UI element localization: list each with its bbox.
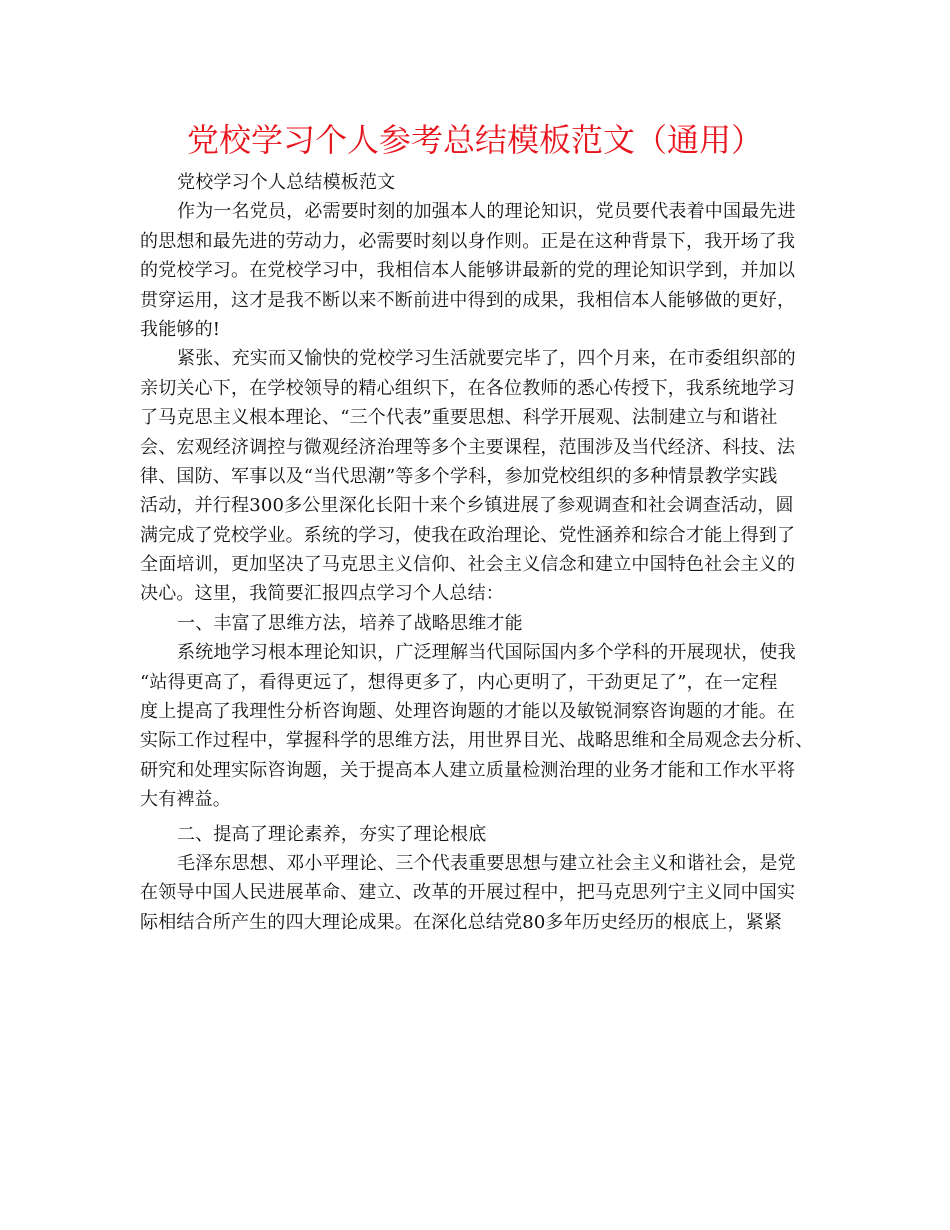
text-line: 系统地学习根本理论知识，广泛理解当代国际国内多个学科的开展现状，使我	[177, 642, 796, 664]
text-line: 实际工作过程中，掌握科学的思维方法，用世界目光、战略思维和全局观念去分析、	[140, 730, 814, 752]
text-line: 作为一名党员，必需要时刻的加强本人的理论知识，党员要代表着中国最先进	[177, 201, 796, 223]
text-line: 际相结合所产生的四大理论成果。在深化总结党80多年历史经历的根底上，紧紧	[140, 911, 783, 933]
text-line: 我能够的!	[140, 318, 221, 340]
text-line: 在领导中国人民进展革命、建立、改革的开展过程中，把马克思列宁主义同中国实	[140, 882, 796, 904]
text-line: 一、丰富了思维方法，培养了战略思维才能	[177, 612, 523, 634]
text-line: 贯穿运用，这才是我不断以来不断前进中得到的成果，我相信本人能够做的更好，	[140, 289, 796, 311]
text-line: 党校学习个人总结模板范文	[177, 172, 396, 193]
text-line: 的党校学习。在党校学习中，我相信本人能够讲最新的党的理论知识学到，并加以	[140, 260, 796, 282]
document-body	[140, 168, 812, 937]
text-line: 决心。这里，我简要汇报四点学习个人总结：	[140, 583, 504, 605]
text-line: 活动，并行程300多公里深化长阳十来个乡镇进展了参观调查和社会调查活动，圆	[140, 495, 794, 517]
text-line: 度上提高了我理性分析咨询题、处理咨询题的才能以及敏锐洞察咨询题的才能。在	[140, 701, 796, 723]
text-line: 律、国防、军事以及“当代思潮”等多个学科，参加党校组织的多种情景教学实践	[140, 465, 778, 487]
text-line: 大有裨益。	[140, 789, 231, 811]
text-line: 了马克思主义根本理论、“三个代表”重要思想、科学开展观、法制建立与和谐社	[140, 407, 778, 429]
text-line: 二、提高了理论素养，夯实了理论根底	[177, 823, 487, 845]
text-line: 满完成了党校学业。系统的学习，使我在政治理论、党性涵养和综合才能上得到了	[140, 524, 796, 546]
document-title: 党校学习个人参考总结模板范文（通用）	[186, 121, 763, 159]
text-line: 紧张、充实而又愉快的党校学习生活就要完毕了，四个月来，在市委组织部的	[177, 348, 796, 370]
text-line: 全面培训，更加坚决了马克思主义信仰、社会主义信念和建立中国特色社会主义的	[140, 554, 796, 576]
text-line: 的思想和最先进的劳动力，必需要时刻以身作则。正是在这种背景下，我开场了我	[140, 230, 796, 252]
text-line: 亲切关心下，在学校领导的精心组织下，在各位教师的悉心传授下，我系统地学习	[140, 377, 796, 399]
text-line: 会、宏观经济调控与微观经济治理等多个主要课程，范围涉及当代经济、科技、法	[140, 436, 796, 458]
text-line: 毛泽东思想、邓小平理论、三个代表重要思想与建立社会主义和谐社会，是党	[177, 852, 796, 874]
text-line: 研究和处理实际咨询题，关于提高本人建立质量检测治理的业务才能和工作水平将	[140, 759, 796, 781]
text-line: “站得更高了，看得更远了，想得更多了，内心更明了，干劲更足了”，在一定程	[140, 671, 778, 693]
